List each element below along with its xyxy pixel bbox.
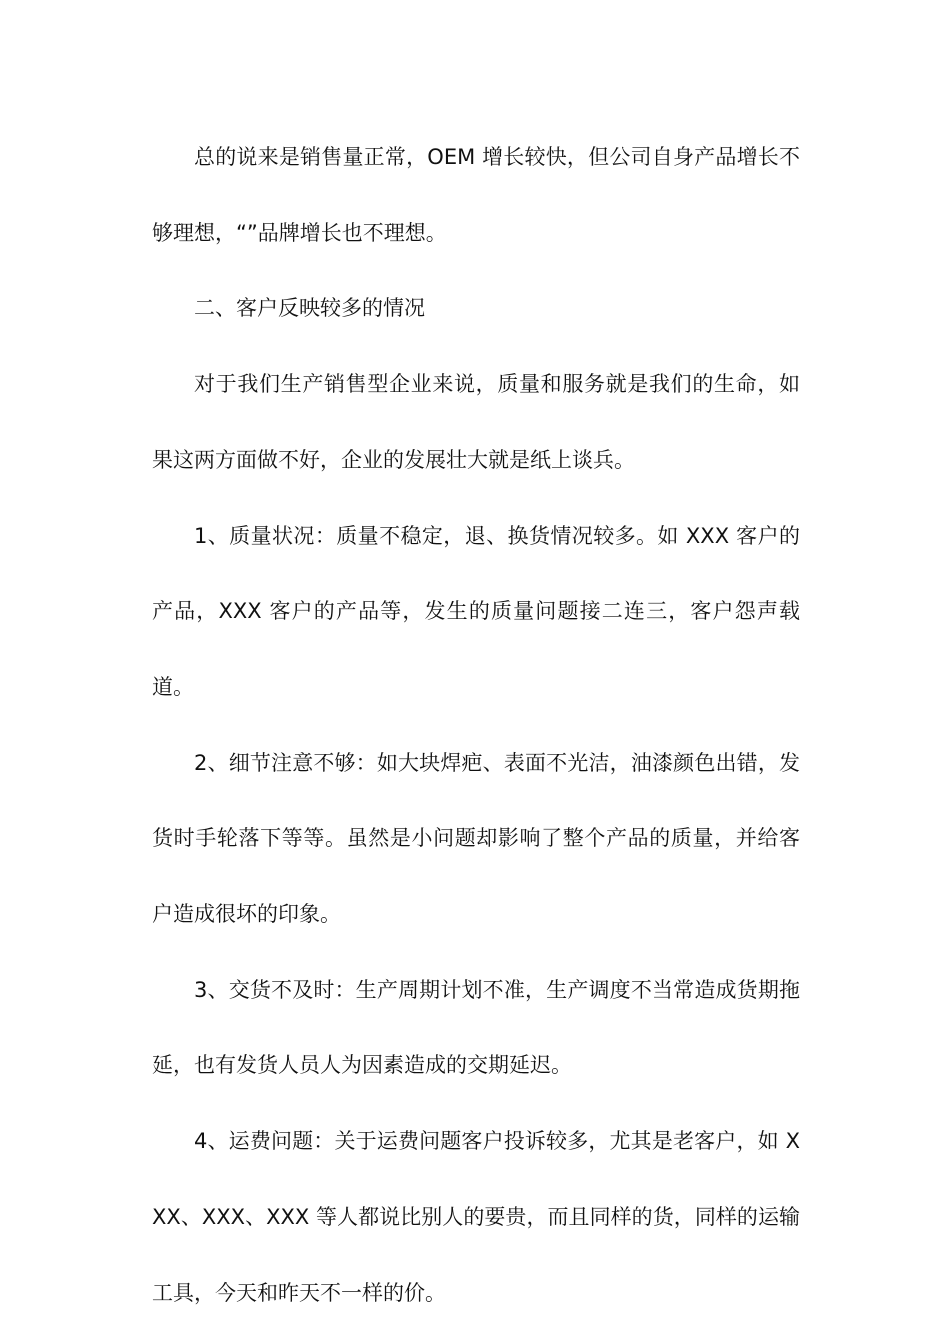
document-body [152,120,800,1331]
list-item-delivery: 3、交货不及时：生产周期计划不准，生产调度不当常造成货期拖延，也有发货人员人为因素造成的交期延迟。 [152,977,800,1078]
paragraph-quality-service-intro: 对于我们生产销售型企业来说，质量和服务就是我们的生命，如果这两方面做不好，企业的发展壮大就是纸上谈兵。 [152,372,800,472]
paragraph-summary: 总的说来是销售量正常，OEM 增长较快，但公司自身产品增长不够理想，“”品牌增长也不理想。 [152,145,800,245]
list-item-details: 2、细节注意不够：如大块焊疤、表面不光洁，油漆颜色出错，发货时手轮落下等等。虽然是小问题却影响了整个产品的质量，并给客户造成很坏的印象。 [152,750,800,927]
list-item-freight: 4、运费问题：关于运费问题客户投诉较多，尤其是老客户，如 XXX、XXX、XXX 等人都说比别人的要贵，而且同样的货，同样的运输工具，今天和昨天不一样的价。 [152,1129,800,1305]
list-item-quality-status: 1、质量状况：质量不稳定，退、换货情况较多。如 XXX 客户的产品，XXX 客户的产品等，发生的质量问题接二连三，客户怨声载道。 [152,523,800,699]
section-heading-customer-feedback: 二、客户反映较多的情况 [194,296,425,321]
